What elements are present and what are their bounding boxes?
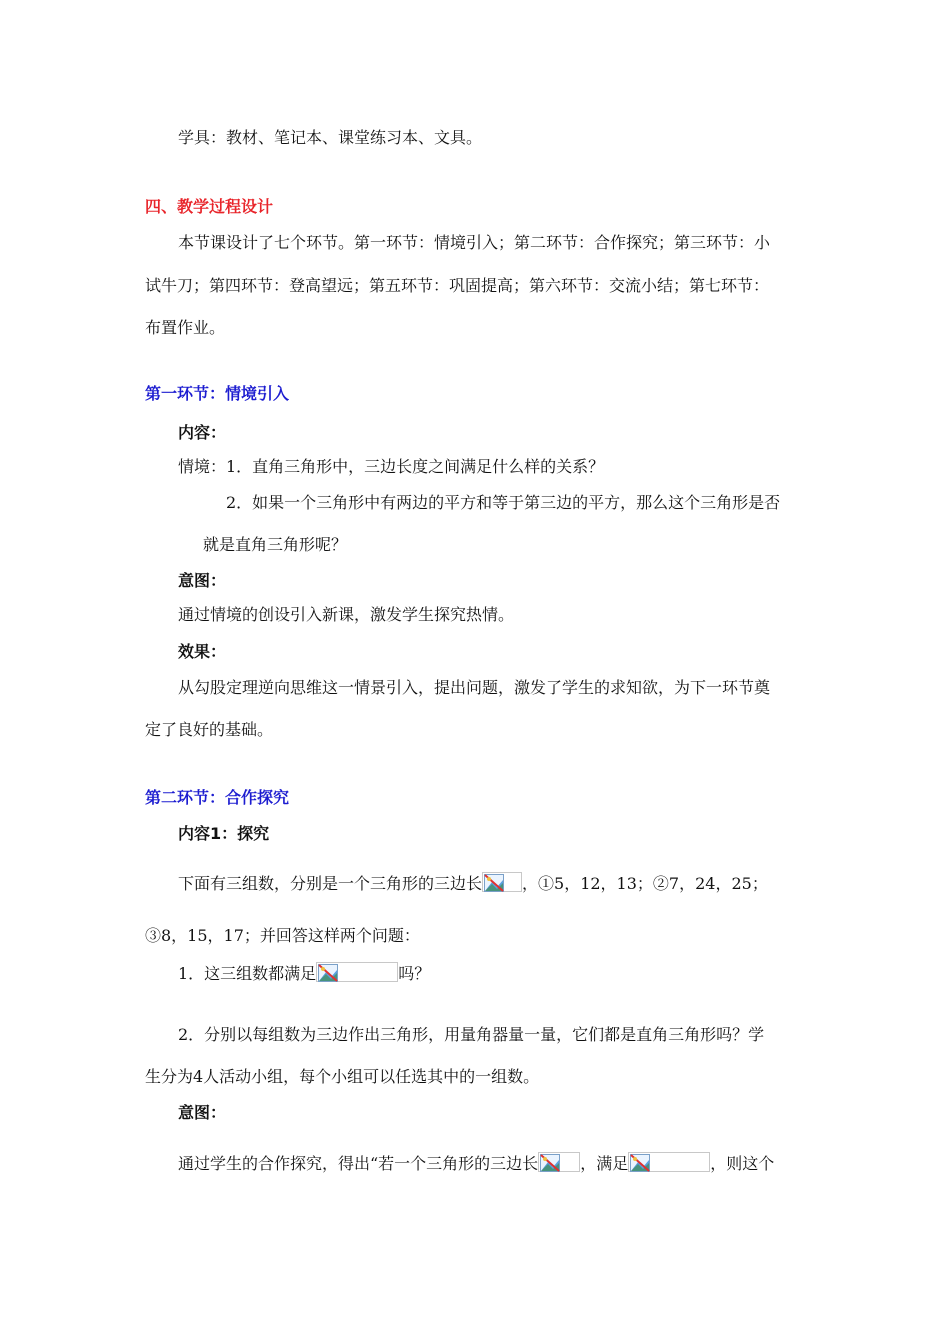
stage1-effect-line-2: 定了良好的基础。 xyxy=(145,720,274,739)
stage2-question-2: 2．分别以每组数为三边作出三角形，用量角器量一量，它们都是直角三角形吗？学 xyxy=(178,1025,765,1044)
stage1-intent-label: 意图： xyxy=(178,571,227,590)
stage1-question-2-cont: 就是直角三角形呢？ xyxy=(203,535,348,554)
stage1-question-2: 2．如果一个三角形中有两边的平方和等于第三边的平方，那么这个三角形是否 xyxy=(226,493,781,512)
stage2-question-1-text-a: 1．这三组数都满足 xyxy=(178,964,317,983)
stage2-intent-text-a: 通过学生的合作探究，得出“若一个三角形的三边长 xyxy=(178,1154,539,1173)
stage1-intent: 通过情境的创设引入新课，激发学生探究热情。 xyxy=(178,605,515,624)
stage1-content-label: 内容： xyxy=(178,423,227,442)
stage1-heading: 第一环节：情境引入 xyxy=(145,384,290,403)
broken-image-icon xyxy=(318,964,338,982)
tools-line: 学具：教材、笔记本、课堂练习本、文具。 xyxy=(178,128,483,147)
broken-image-icon xyxy=(484,874,504,892)
broken-image-icon xyxy=(630,1154,650,1172)
formula-image-placeholder xyxy=(482,872,522,892)
stage2-heading: 第二环节：合作探究 xyxy=(145,788,290,807)
stage2-intent-label: 意图： xyxy=(178,1103,227,1122)
stage2-para-2: ③8，15，17；并回答这样两个问题： xyxy=(145,926,420,945)
stage2-content-label: 内容1：探究 xyxy=(178,824,270,843)
section-heading-4: 四、教学过程设计 xyxy=(145,197,274,216)
intro-line-1: 本节课设计了七个环节。第一环节：情境引入；第二环节：合作探究；第三环节：小 xyxy=(178,233,771,252)
stage2-question-1-text-b: 吗？ xyxy=(398,964,431,983)
formula-image-placeholder xyxy=(538,1152,580,1172)
stage2-para-1 xyxy=(178,872,768,894)
stage2-para-1-text-a: 下面有三组数，分别是一个三角形的三边长 xyxy=(178,874,483,893)
stage2-intent-text-c: ，则这个 xyxy=(710,1154,775,1173)
formula-image-placeholder xyxy=(628,1152,710,1172)
stage2-question-1 xyxy=(178,962,430,984)
formula-image-placeholder xyxy=(316,962,398,982)
stage2-question-2-cont: 生分为4人活动小组，每个小组可以任选其中的一组数。 xyxy=(145,1067,540,1086)
stage1-question-1: 情境：1．直角三角形中，三边长度之间满足什么样的关系？ xyxy=(178,457,605,476)
stage1-effect-label: 效果： xyxy=(178,642,227,661)
stage2-intent-line xyxy=(178,1152,774,1174)
intro-line-2: 试牛刀；第四环节：登高望远；第五环节：巩固提高；第六环节：交流小结；第七环节： xyxy=(145,276,770,295)
broken-image-icon xyxy=(540,1154,560,1172)
intro-line-3: 布置作业。 xyxy=(145,318,226,337)
stage2-para-1-text-b: ，①5，12，13；②7，24，25； xyxy=(522,874,768,893)
stage1-effect-line-1: 从勾股定理逆向思维这一情景引入，提出问题，激发了学生的求知欲，为下一环节奠 xyxy=(178,678,771,697)
stage2-intent-text-b: ，满足 xyxy=(580,1154,629,1173)
